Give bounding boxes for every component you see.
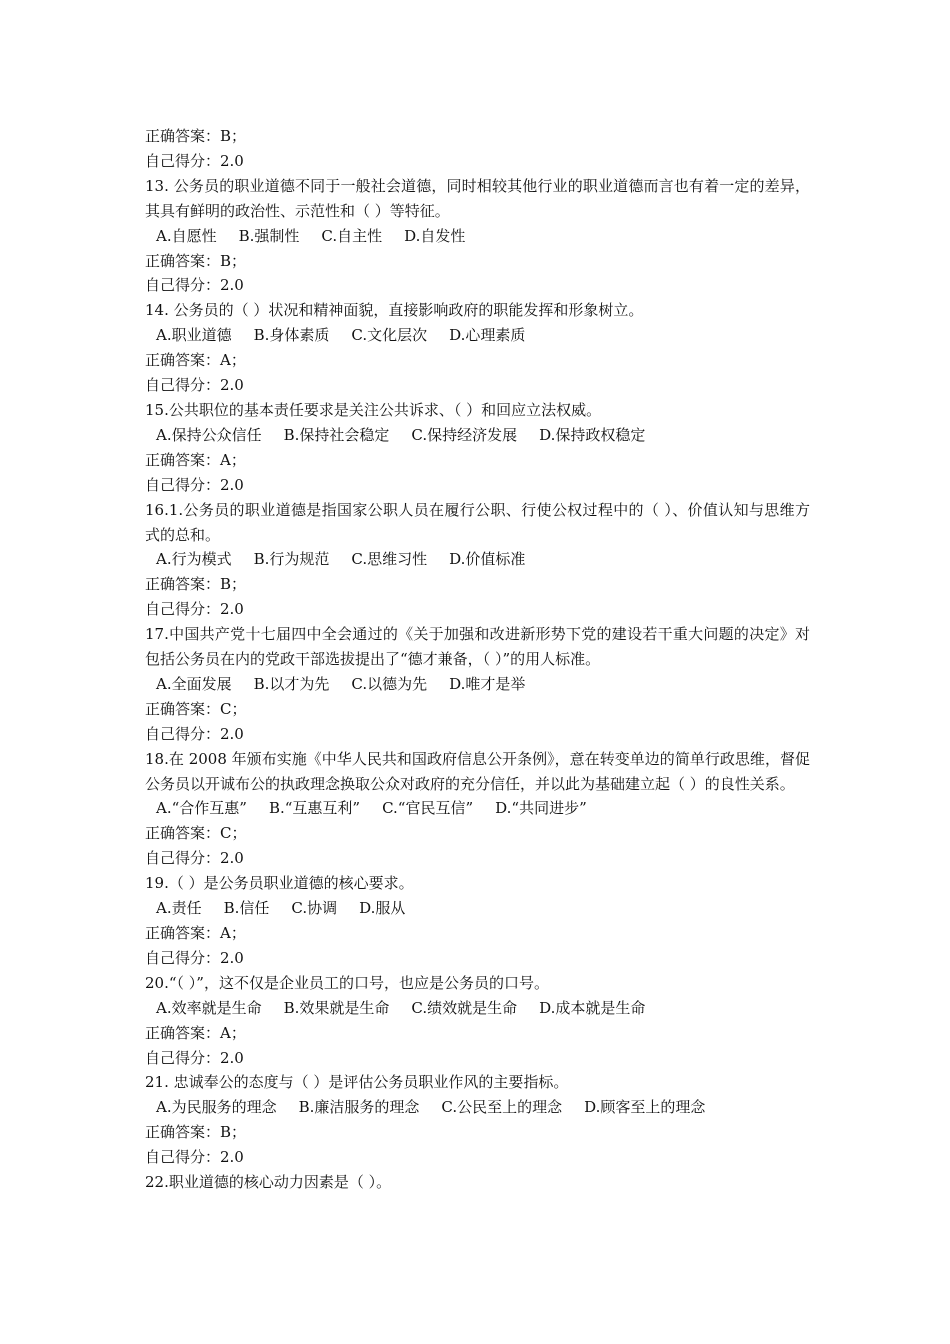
option-d: D.价值标准 [449,550,526,569]
option-b: B.保持社会稳定 [283,425,390,444]
answer-line: 正确答案：C； [145,699,247,718]
option-c: C.文化层次 [351,326,428,345]
option-b: B.“互惠互利” [268,799,361,818]
question-block [145,622,810,747]
option-a: A.行为模式 [156,550,232,569]
question-text: 20.“（ ）”，这不仅是企业员工的口号，也应是公务员的口号。 [145,973,549,992]
option-b: B.效果就是生命 [283,998,390,1017]
option-c: C.绩效就是生命 [411,998,518,1017]
question-text: 17.中国共产党十七届四中全会通过的《关于加强和改进新形势下党的建设若干重大问题的决定》对包括公务员在内的党政干部选拔提出了“德才兼备，（ ）”的用人标准。 [145,625,810,669]
score-line: 自己得分：2.0 [145,1048,244,1067]
score-line: 自己得分：2.0 [145,276,244,295]
option-a: A.为民服务的理念 [156,1098,277,1117]
document-body [145,124,810,1195]
answer-line: 正确答案：A； [145,924,246,942]
option-b: B.廉洁服务的理念 [298,1098,420,1117]
question-block [145,174,810,299]
options-row [145,323,810,348]
options-row [145,996,810,1021]
score-line: 自己得分：2.0 [145,600,244,619]
option-c: C.“官民互信” [382,799,474,818]
question-text: 22.职业道德的核心动力因素是（ ）。 [145,1173,392,1192]
option-c: C.思维习性 [351,550,428,569]
score-line: 自己得分：2.0 [145,948,244,967]
question-block [145,871,810,971]
option-b: B.以才为先 [253,674,330,693]
option-d: D.“共同进步” [495,799,587,818]
option-b: B.行为规范 [253,550,330,569]
option-b: B.身体素质 [253,326,330,345]
option-a: A.“合作互惠” [156,799,247,818]
question-block [145,747,810,872]
option-d: D.成本就是生命 [539,998,646,1017]
options-row [145,547,810,572]
options-row [145,672,810,697]
question-text: 16.1.公务员的职业道德是指国家公职人员在履行公职、行使公权过程中的（ ）、价值认知与思维方式的总和。 [145,500,810,544]
score-line: 自己得分：2.0 [145,849,244,868]
question-block [145,498,810,623]
question-block [145,398,810,498]
question-block [145,1070,810,1170]
question-text: 15.公共职位的基本责任要求是关注公共诉求、（ ）和回应立法权威。 [145,400,602,419]
score-line: 自己得分：2.0 [145,475,244,494]
answer-line: 正确答案：B； [145,1123,247,1142]
question-block [145,971,810,1071]
question-list [145,174,810,1170]
options-row [145,224,810,249]
question-text: 14. 公务员的（ ）状况和精神面貌，直接影响政府的职能发挥和形象树立。 [145,301,644,320]
question-text: 21. 忠诚奉公的态度与（ ）是评估公务员职业作风的主要指标。 [145,1073,569,1092]
option-a: A.职业道德 [156,326,232,345]
options-row [145,423,810,448]
question-text: 19.（ ）是公务员职业道德的核心要求。 [145,874,414,893]
answer-line: 正确答案：B； [145,251,247,270]
question-text: 18.在 2008 年颁布实施《中华人民共和国政府信息公开条例》，意在转变单边的简单行政思维，督促公务员以开诚布公的执政理念换取公众对政府的充分信任，并以此为基础建立起（ ）的良性关系。 [145,749,810,793]
options-row [145,896,810,921]
option-b: B.信任 [223,899,270,918]
answer-line: 正确答案：B； [145,575,247,594]
option-d: D.自发性 [404,226,466,245]
option-c: C.自主性 [321,226,383,245]
options-row [145,1095,810,1120]
option-a: A.效率就是生命 [156,998,262,1017]
option-c: C.保持经济发展 [411,425,518,444]
option-d: D.心理素质 [449,326,526,345]
question-text: 13. 公务员的职业道德不同于一般社会道德，同时相较其他行业的职业道德而言也有着一定的差异，其具有鲜明的政治性、示范性和（ ）等特征。 [145,176,810,220]
option-d: D.顾客至上的理念 [584,1098,706,1117]
answer-line: 正确答案：A； [145,351,246,370]
answer-line: 正确答案：C； [145,824,247,843]
option-a: A.责任 [156,899,202,918]
option-b: B.强制性 [238,226,300,245]
score-line: 自己得分：2.0 [145,376,244,395]
option-c: C.公民至上的理念 [441,1098,563,1117]
option-a: A.保持公众信任 [156,425,262,444]
answer-line: 正确答案：A； [145,450,246,469]
option-c: C.协调 [291,899,338,918]
answer-line: 正确答案：A； [145,1023,246,1042]
score-line: 自己得分：2.0 [145,724,244,743]
score-line: 自己得分：2.0 [145,1148,244,1167]
option-a: A.自愿性 [156,226,217,245]
option-d: D.唯才是举 [449,674,526,693]
option-d: D.服从 [359,899,406,918]
score-line: 自己得分：2.0 [145,151,244,170]
option-d: D.保持政权稳定 [539,425,646,444]
answer-line: 正确答案：B； [145,127,247,145]
option-c: C.以德为先 [351,674,428,693]
options-row [145,796,810,821]
option-a: A.全面发展 [156,674,232,693]
question-block [145,298,810,398]
